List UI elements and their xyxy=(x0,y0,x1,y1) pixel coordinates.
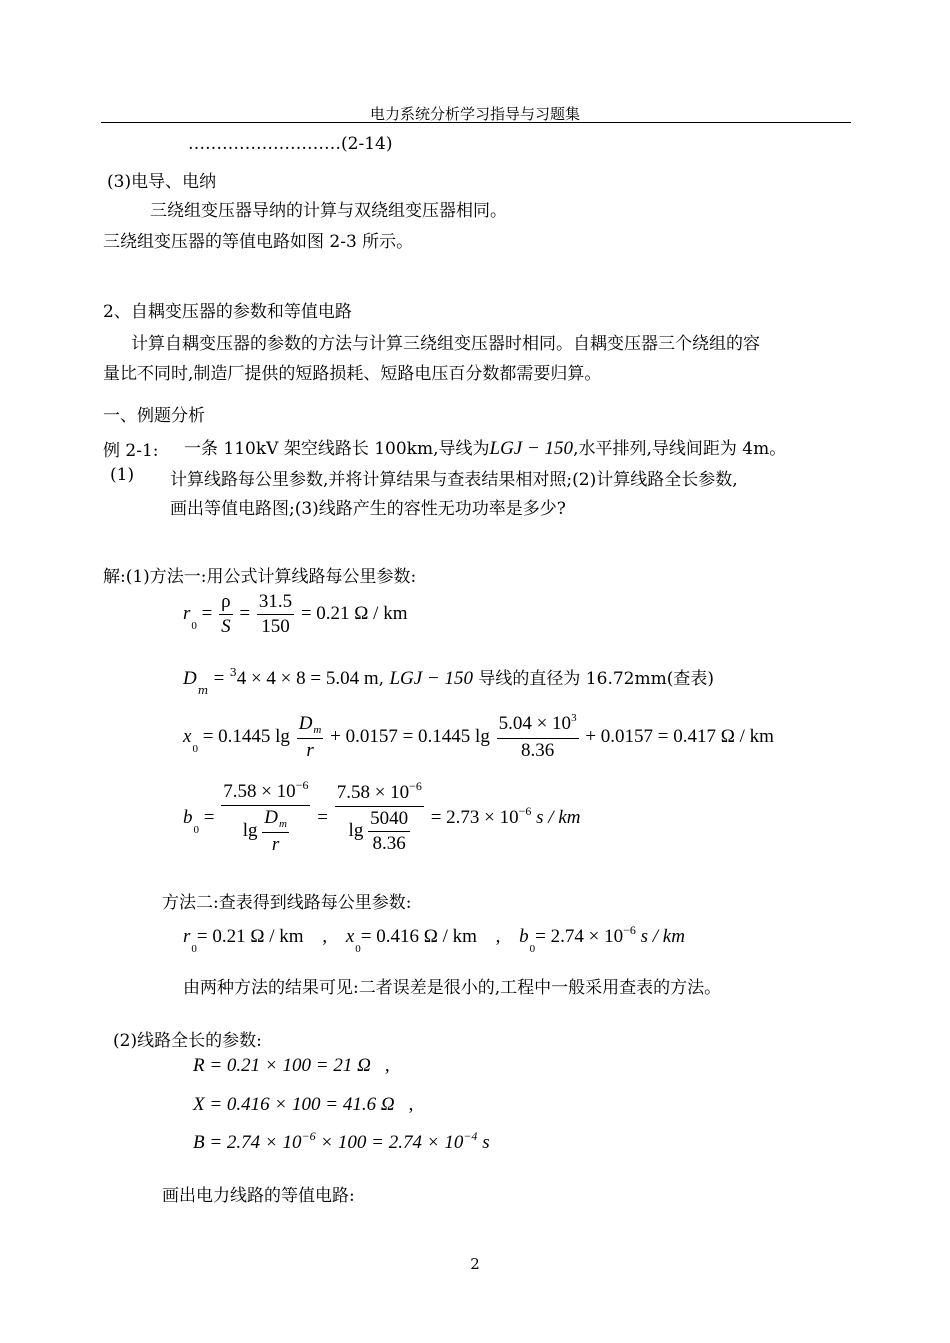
equation-reference: ………………………(2-14) xyxy=(188,134,393,154)
table-x0: = 0.416 Ω / km xyxy=(360,926,477,947)
page-header-title: 电力系统分析学习指导与习题集 xyxy=(369,105,580,123)
conductor-type: LGJ − 150 xyxy=(489,438,574,459)
b0-inner-numerator: 5040 xyxy=(368,807,410,832)
table-r0: = 0.21 Ω / km xyxy=(196,926,304,947)
formula-B: $B = 2.74 \times 10^{-6} \times 100 = 2.74 \times 10^{-4}$ s xyxy=(193,1129,490,1153)
example-statement-part-a: 一条 110kV 架空线路长 100km,导线为 xyxy=(184,439,490,459)
section-2-paragraph-line-2: 量比不同时,制造厂提供的短路损耗、短路电压百分数都需要归算。 xyxy=(103,364,602,384)
formula-b0: $b_0$ = $7.58 \times 10^{-6}$ lg $\frac{D_m}{r}$ = $7.58 \times 10^{-6}$ lg $\frac{5040}{8.36}$ = $2.73 \times 10^{-6}$ s / km xyxy=(183,778,581,855)
section-3-figure-note: 三绕组变压器的等值电路如图 2-3 所示。 xyxy=(103,232,414,252)
x0-part-b: + 0.0157 = 0.1445 lg xyxy=(330,725,490,747)
x0-result: + 0.0157 = 0.417 Ω / km xyxy=(585,725,774,747)
r0-fraction xyxy=(257,590,294,639)
R-value: R = 0.21 × 100 = 21 Ω xyxy=(193,1055,371,1076)
x0-part-a: = 0.1445 lg xyxy=(202,725,290,747)
example-statement-part-b: ,水平排列,导线间距为 4m。 xyxy=(573,439,787,459)
section-3-title: (3)电导、电纳 xyxy=(107,172,217,192)
table-values: $r_0= 0.21$ Ω / km , $x_0= 0.416$ Ω / km , $b_0= 2.74 \times 10^{-6}$ s / km xyxy=(183,923,685,955)
formula-x0: $x_0 = 0.1445$ lg $\frac{D_m}{r}$ + 0.0157 = 0.1445 lg $\frac{5.04 \times 10^3}{8.36}$ + 0.0157 = 0.417 Ω / km xyxy=(183,712,774,761)
example-label: 例 2-1: xyxy=(103,441,159,461)
x0-denominator-2: 8.36 xyxy=(520,740,555,761)
b0-result: = 2.73 × 10 xyxy=(430,806,519,828)
comparison-text: 由两种方法的结果可见:二者误差是很小的,工程中一般采用查表的方法。 xyxy=(183,978,722,998)
b0-numerator-2: 7.58 × 10 xyxy=(336,782,410,803)
b0-unit: s / km xyxy=(536,806,581,828)
dm-note: 导线的直径为 16.72mm(查表) xyxy=(478,669,714,689)
section-2-title: 2、自耦变压器的参数和等值电路 xyxy=(103,302,352,322)
part-1-title: 一、例题分析 xyxy=(103,406,205,426)
method-2-title: 方法二:查表得到线路每公里参数: xyxy=(162,893,412,913)
dm-over-r-fraction: $\frac{D_m}{r}$ xyxy=(298,713,322,761)
x0-fraction-2: $\frac{5.04 \times 10^3}{8.36}$ xyxy=(498,712,577,761)
question-1-number: (1) xyxy=(110,465,135,485)
formula-X: X = 0.416 × 100 = 41.6 Ω , xyxy=(193,1094,414,1115)
formula-dm: $D_m = ^34 \times 4 \times 8 = 5.04$ m, LGJ − 150 导线的直径为 16.72mm(查表) xyxy=(183,666,714,697)
solution-intro: 解:(1)方法一:用公式计算线路每公里参数: xyxy=(103,567,417,587)
r0-symbol: r xyxy=(183,602,191,624)
conductor-type-dm: LGJ − 150 xyxy=(389,668,473,689)
page-number: 2 xyxy=(470,1255,480,1273)
r0-numerator: 31.5 xyxy=(257,590,294,615)
header-rule xyxy=(101,122,851,123)
rho-over-s xyxy=(219,590,233,639)
formula-R: R = 0.21 × 100 = 21 Ω , xyxy=(193,1055,390,1076)
table-b0-unit: s / km xyxy=(640,926,685,947)
example-statement xyxy=(184,434,786,460)
dm-expression: 4 × 4 × 8 = 5.04 m xyxy=(236,668,379,689)
draw-circuit-text: 画出电力线路的等值电路: xyxy=(162,1186,355,1206)
section-2-paragraph-line-1: 计算自耦变压器的参数的方法与计算三绕组变压器时相同。自耦变压器三个绕组的容 xyxy=(131,334,760,354)
question-1-text: 计算线路每公里参数,并将计算结果与查表结果相对照;(2)计算线路全长参数, xyxy=(170,470,738,490)
b0-fraction-2: $7.58 \times 10^{-6}$ lg $\frac{5040}{8.36}$ xyxy=(336,779,422,854)
r0-denominator: 150 xyxy=(261,616,290,637)
table-b0: = 2.74 × 10 xyxy=(535,926,624,947)
rho: ρ xyxy=(219,590,233,615)
x0-numerator-2: 5.04 × 10 xyxy=(498,713,572,734)
X-value: X = 0.416 × 100 = 41.6 Ω xyxy=(193,1094,395,1115)
b0-fraction-1: $7.58 \times 10^{-6}$ lg $\frac{D_m}{r}$ xyxy=(223,778,309,855)
b0-numerator-1: 7.58 × 10 xyxy=(223,781,296,802)
formula-r0: $r_0$ = $\frac{\rho}{S}$ = $\frac{31.5}{150}$ = 0.21 Ω / km xyxy=(183,591,408,637)
b0-inner-denominator: 8.36 xyxy=(372,833,406,854)
r0-result: = 0.21 Ω / km xyxy=(300,602,408,624)
dm-symbol: D xyxy=(183,668,197,689)
area-symbol: S xyxy=(221,616,231,637)
section-3-text: 三绕组变压器导纳的计算与双绕组变压器相同。 xyxy=(150,201,507,221)
B-unit: s xyxy=(482,1132,490,1153)
part-2-title: (2)线路全长的参数: xyxy=(113,1031,262,1051)
B-value-a: B = 2.74 × 10 xyxy=(193,1132,302,1153)
question-2-text: 画出等值电路图;(3)线路产生的容性无功功率是多少? xyxy=(170,499,566,519)
B-value-b: × 100 = 2.74 × 10 xyxy=(320,1132,464,1153)
